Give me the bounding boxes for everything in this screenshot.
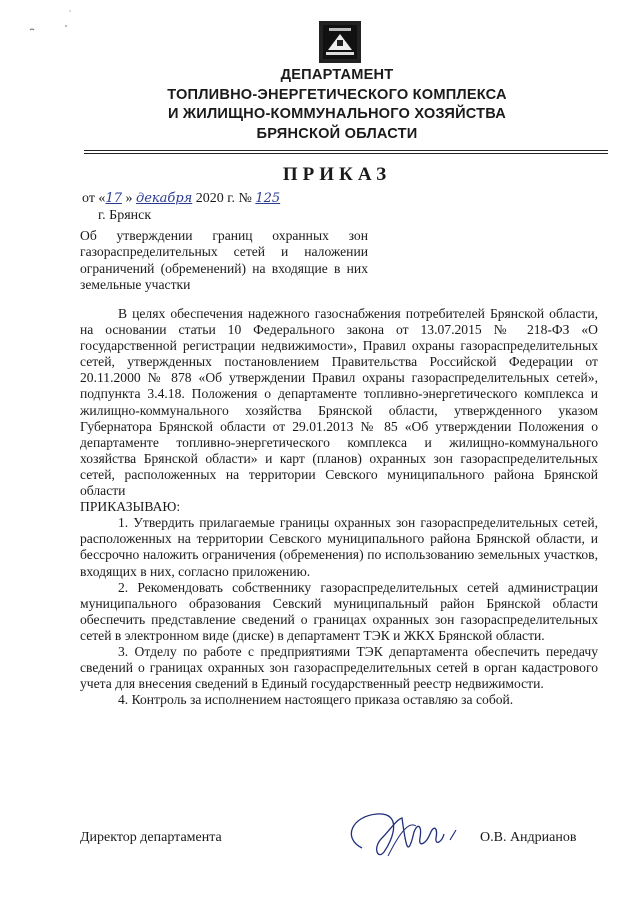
- header-line: ТОПЛИВНО-ЭНЕРГЕТИЧЕСКОГО КОМПЛЕКСА: [167, 86, 507, 103]
- header-divider-thin: [84, 153, 608, 154]
- header-line: БРЯНСКОЙ ОБЛАСТИ: [256, 125, 418, 142]
- header-line: И ЖИЛИЩНО-КОММУНАЛЬНОГО ХОЗЯЙСТВА: [167, 106, 507, 122]
- order-title: ПРИКАЗ: [282, 164, 392, 185]
- number-prefix: №: [238, 191, 252, 206]
- header-divider: [84, 150, 608, 151]
- scan-artifact: [28, 8, 88, 38]
- order-directive-word: ПРИКАЗЫВАЮ:: [80, 499, 181, 515]
- order-item: 2. Рекомендовать собственнику газораспределительных сетей администрации муниципального образования Севский муниципальный район Брянской области обеспечить представление сведений о границах охранных зон газораспределительных сетей в электронном виде (диске) в департамент ТЭК и ЖКХ Брянской области.: [80, 579, 598, 643]
- signatory-name: О.В. Андрианов: [480, 830, 577, 845]
- order-date-line: [82, 191, 280, 207]
- order-item: 4. Контроль за исполнением настоящего приказа оставляю за собой.: [118, 692, 514, 708]
- preamble-paragraph: В целях обеспечения надежного газоснабжения потребителей Брянской области, на основании статьи 10 Федерального закона от 13.07.2015 № 218-ФЗ «О государственной регистрации недвижимости», Правил охраны газораспределительных сетей, утвержденных постановлением Правительства Российской Федерации от 20.11.2000 № 878 «Об утверждении Правил охраны газораспределительных сетей», подпункта 3.4.18. Положения о департаменте топливно-энергетического комплекса и жилищно-коммунального хозяйства Брянской области, утвержденного указом Губернатора Брянской области от 29.01.2013 № 85 «Об утверждении Положения о департаменте топливно-энергетического комплекса и жилищно-коммунального хозяйства Брянской области» и карт (планов) охранных зон газораспределительных сетей, расположенных на территории Севского муниципального района Брянской области: [80, 306, 598, 499]
- date-month: декабря: [135, 191, 193, 206]
- date-year: 2020 г.: [195, 191, 235, 206]
- order-number: 125: [255, 191, 281, 206]
- order-subject: Об утверждении границ охранных зон газораспределительных сетей и наложении ограничений (обременений) на входящие в них земельные участки: [80, 228, 368, 292]
- order-city: г. Брянск: [98, 208, 152, 223]
- order-item: 1. Утвердить прилагаемые границы охранных зон газораспределительных сетей, расположенных на территории Севского муниципального района Брянской области, и бессрочно наложить ограничения (обременения) по использованию земельных участков, входящих в них, согласно приложению.: [80, 515, 598, 579]
- department-header: [0, 66, 640, 144]
- date-prefix: от «: [82, 191, 106, 206]
- order-body: [80, 306, 598, 708]
- order-item: 3. Отделу по работе с предприятиями ТЭК департамента обеспечить передачу сведений о границах охранных зон газораспределительных сетей в орган кадастрового учета для внесения сведений в Единый государственный реестр недвижимости.: [80, 643, 598, 692]
- handwritten-signature: [332, 808, 482, 868]
- date-quote: »: [125, 191, 133, 206]
- signatory-role: Директор департамента: [80, 830, 222, 845]
- header-line: ДЕПАРТАМЕНТ: [280, 67, 394, 83]
- date-day: 17: [105, 191, 122, 206]
- coat-of-arms-icon: [318, 20, 362, 64]
